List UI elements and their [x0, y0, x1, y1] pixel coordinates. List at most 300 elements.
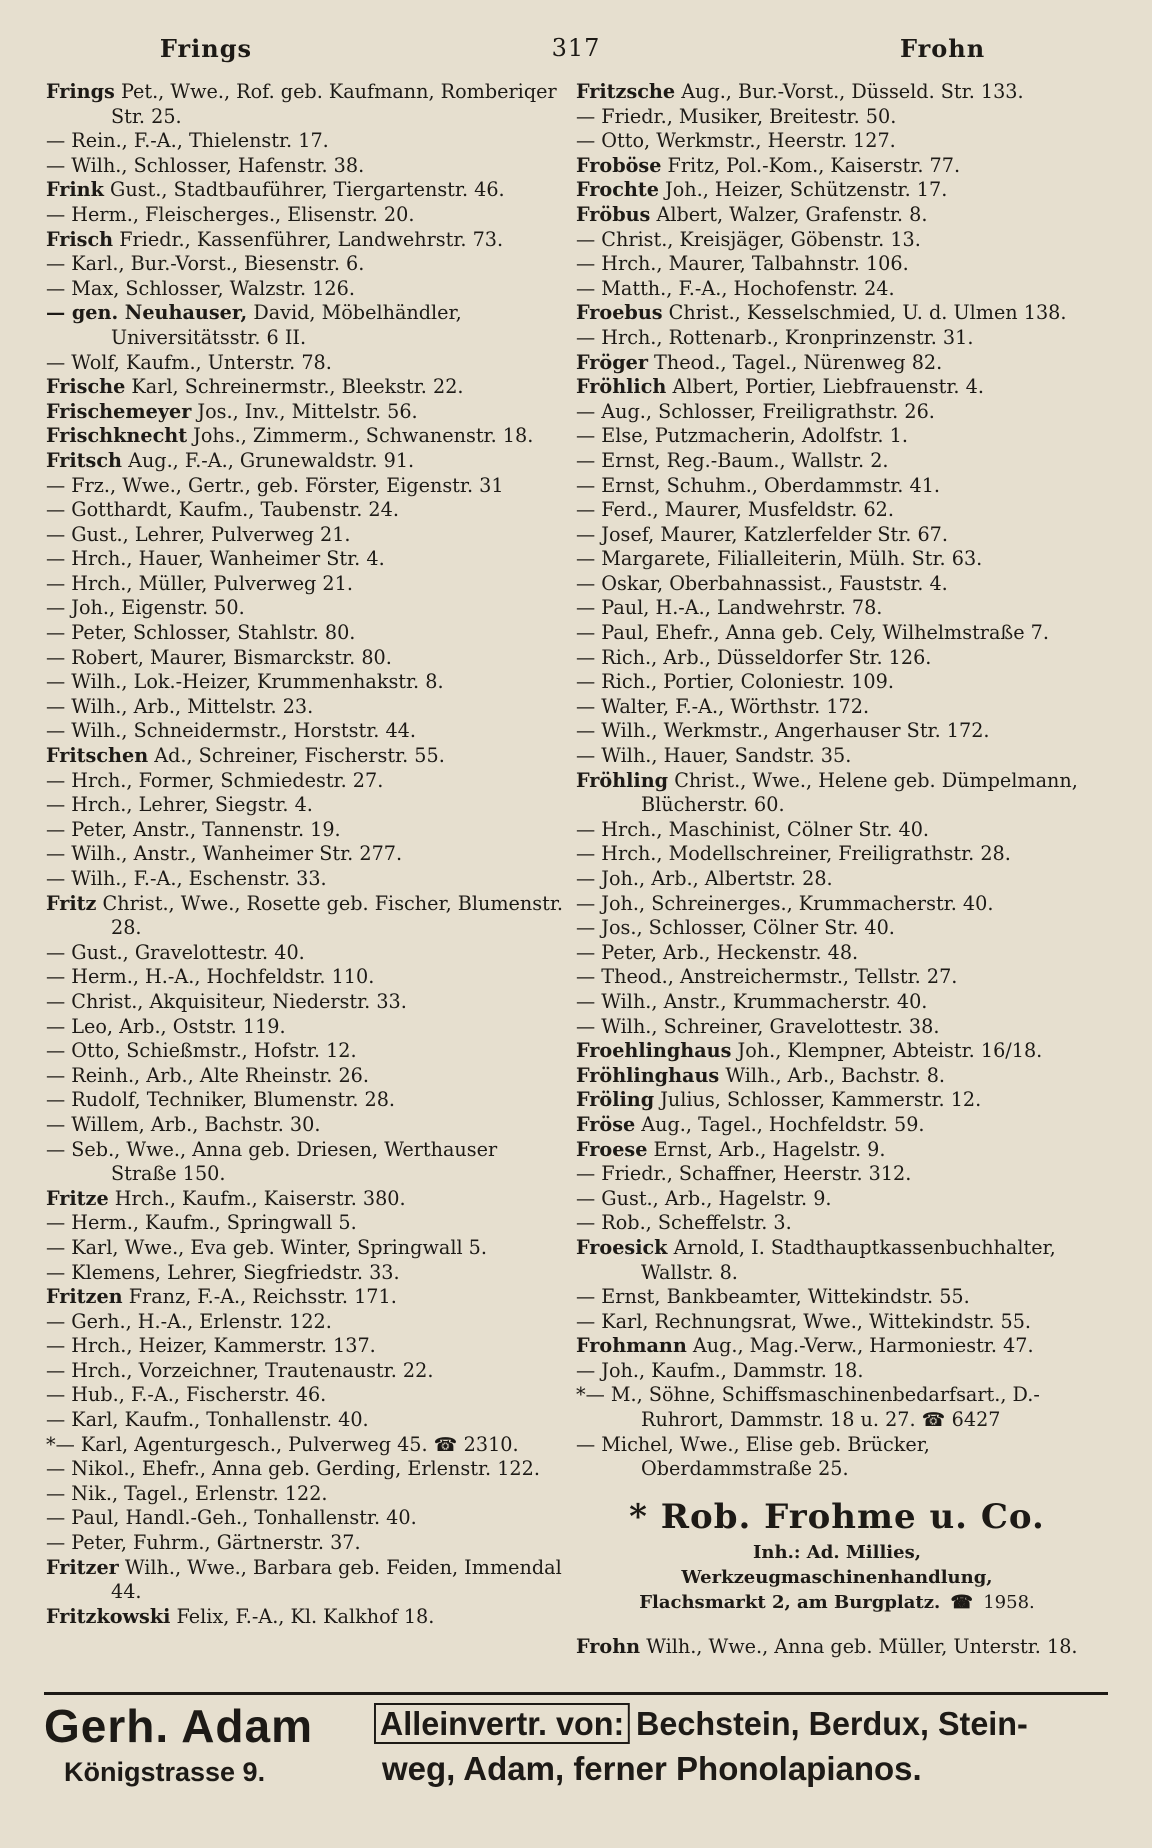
- entry-name: — Paul,: [576, 596, 650, 620]
- entry-name: — Friedr.,: [576, 104, 673, 128]
- entry-name: Frochte: [576, 178, 659, 202]
- entry-details: Arb., Alte Rheinstr. 26.: [140, 1063, 369, 1087]
- entry-name: — Gust.,: [576, 1186, 659, 1210]
- directory-entry: [46, 400, 568, 425]
- directory-entry: [576, 572, 1098, 597]
- directory-entry: [576, 719, 1098, 744]
- entry-details: Maschinist, Cölner Str. 40.: [662, 817, 930, 841]
- advertisement-box: [576, 1494, 1098, 1615]
- directory-entry: [576, 498, 1098, 523]
- entry-details: Fuhrm., Gärtnerstr. 37.: [126, 1531, 361, 1555]
- entry-name: Frohmann: [576, 1334, 687, 1358]
- directory-entry: [46, 719, 568, 744]
- entry-details: Techniker, Blumenstr. 28.: [140, 1088, 396, 1112]
- entry-details: Akquisiteur, Niederstr. 33.: [143, 989, 407, 1013]
- entry-details: Fritz, Pol.-Kom., Kaiserstr. 77.: [661, 153, 961, 177]
- entry-name: — Gust.,: [46, 940, 129, 964]
- entry-details: Putzmacherin, Adolfstr. 1.: [648, 424, 908, 448]
- directory-entry: [46, 1408, 568, 1433]
- directory-entry: [46, 621, 568, 646]
- entry-details: Hauer, Wanheimer Str. 4.: [132, 547, 385, 571]
- directory-entry: [46, 646, 568, 671]
- entry-details: Maurer, Bismarckstr. 80.: [143, 645, 392, 669]
- entry-details: Wilh., Wwe., Barbara geb. Feiden, Immendal 44.: [111, 1555, 562, 1604]
- entry-name: Fritsch: [46, 448, 122, 472]
- entry-name: — Wilh.,: [576, 719, 658, 743]
- entry-details: Theod., Tagel., Nürenweg 82.: [647, 350, 943, 374]
- directory-entry: [46, 1310, 568, 1335]
- directory-entry: [46, 965, 568, 990]
- entry-details: Heizer, Kammerstr. 137.: [132, 1334, 376, 1358]
- directory-entry: [576, 842, 1098, 867]
- entry-name: — Willem,: [46, 1112, 145, 1136]
- directory-entry: [46, 498, 568, 523]
- directory-entry: [46, 178, 568, 203]
- entry-details: F.-A., Thielenstr. 17.: [127, 129, 329, 153]
- directory-entry: [576, 400, 1098, 425]
- entry-name: Frink: [46, 178, 104, 202]
- entry-details: Kaufm., Dammstr. 18.: [645, 1358, 864, 1382]
- entry-name: Fritzkowski: [46, 1604, 171, 1628]
- entry-name: Fröger: [576, 350, 648, 374]
- ad-business: Werkzeugmaschinenhandlung,: [681, 1566, 993, 1588]
- directory-entry: [46, 252, 568, 277]
- entry-details: H.-A., Landwehrstr. 78.: [649, 596, 883, 620]
- directory-entry: [576, 375, 1098, 400]
- directory-entry: [46, 572, 568, 597]
- directory-entry: [576, 1359, 1098, 1384]
- directory-entry: [46, 596, 568, 621]
- directory-entry: [576, 1088, 1098, 1113]
- entry-name: Fröling: [576, 1088, 655, 1112]
- entry-details: Oberbahnassist., Fauststr. 4.: [663, 571, 948, 595]
- directory-entry: [576, 1383, 1098, 1432]
- header-right-keyword: Frohn: [900, 34, 986, 63]
- entry-name: Frischknecht: [46, 424, 188, 448]
- entry-name: Fritschen: [46, 744, 149, 768]
- entry-name: — Friedr.,: [576, 1162, 673, 1186]
- page-number: 317: [551, 34, 601, 62]
- entry-name: — Karl,: [46, 1235, 119, 1259]
- directory-entry: [576, 1113, 1098, 1138]
- entry-name: — Hrch.,: [46, 1334, 133, 1358]
- entry-name: — Max,: [46, 276, 120, 300]
- entry-name: Froehlinghaus: [576, 1039, 732, 1063]
- entry-name: — Wilh.,: [46, 867, 128, 890]
- directory-entry: [46, 990, 568, 1015]
- entry-details: Aug., Mag.-Verw., Harmoniestr. 47.: [686, 1334, 1034, 1358]
- directory-entry: [46, 842, 568, 867]
- entry-name: — Peter,: [46, 621, 127, 645]
- directory-entry: [46, 1211, 568, 1236]
- entry-name: — Wilh.,: [576, 989, 658, 1013]
- entry-details: Wwe., Eva geb. Winter, Springwall 5.: [118, 1235, 487, 1259]
- directory-entry: [576, 596, 1098, 621]
- directory-entry: [576, 80, 1098, 105]
- directory-entry: [576, 670, 1098, 695]
- directory-entry: [576, 277, 1098, 302]
- entry-details: Schlosser, Cölner Str. 40.: [642, 916, 895, 940]
- entry-details: Maurer, Musfeldstr. 62.: [658, 498, 894, 522]
- entry-details: Arb., Hagelstr. 9.: [658, 1186, 832, 1210]
- entry-details: Ehefr., Anna geb. Cely, Wilhelmstraße 7.: [649, 621, 1049, 645]
- directory-entry: [576, 1187, 1098, 1212]
- entry-name: — Otto,: [576, 129, 651, 153]
- directory-entry: [576, 769, 1098, 818]
- entry-name: — Otto,: [46, 1039, 121, 1063]
- entry-name: Fritzer: [46, 1555, 119, 1579]
- directory-entry: [576, 228, 1098, 253]
- entry-details: Arb., Bachstr. 30.: [144, 1112, 321, 1136]
- entry-details: Wilh., Wwe., Anna geb. Müller, Unterstr. 18.: [640, 1634, 1078, 1658]
- directory-entry: [46, 1433, 568, 1458]
- entry-details: Wwe., Anna geb. Driesen, Werthauser Straße 150.: [111, 1137, 498, 1186]
- entry-details: Joh., Heizer, Schützenstr. 17.: [658, 178, 948, 202]
- entry-details: Kaufm., Taubenstr. 24.: [172, 498, 399, 522]
- entry-name: — Rich.,: [576, 645, 658, 669]
- entry-name: — Hrch.,: [46, 1358, 133, 1382]
- directory-entry: [576, 1285, 1098, 1310]
- directory-entry: [46, 1531, 568, 1556]
- directory-entry: [576, 965, 1098, 990]
- entry-name: — Frz.,: [46, 473, 117, 497]
- entry-name: — Michel,: [576, 1432, 674, 1456]
- directory-entry: [46, 695, 568, 720]
- entry-name: — Ferd.,: [576, 498, 659, 522]
- entry-name: — Wilh.,: [46, 153, 128, 177]
- entry-details: Aug., F.-A., Grunewaldstr. 91.: [121, 448, 415, 472]
- ad-address-line: [576, 1590, 1098, 1615]
- entry-details: Aug., Bur.-Vorst., Düsseld. Str. 133.: [675, 80, 1024, 103]
- entry-name: — Hrch.,: [46, 793, 133, 817]
- ad-phone: 1958.: [983, 1591, 1035, 1613]
- entry-details: Reg.-Baum., Wallstr. 2.: [660, 448, 889, 472]
- entry-details: Ad., Schreiner, Fischerstr. 55.: [148, 744, 445, 768]
- entry-details: Gust., Stadtbauführer, Tiergartenstr. 46.: [103, 178, 505, 202]
- entry-name: — Herm.,: [46, 965, 139, 989]
- entry-name: — Wolf,: [46, 350, 120, 374]
- directory-entry: [46, 277, 568, 302]
- entry-details: F.-A., Hochofenstr. 24.: [672, 276, 895, 300]
- entry-details: Arb., Oststr. 119.: [113, 1014, 286, 1038]
- entry-name: — Wilh.,: [46, 719, 128, 743]
- directory-entry: [576, 1064, 1098, 1089]
- footer-company: Gerh. Adam: [44, 1700, 314, 1752]
- entry-details: Modellschreiner, Freiligrathstr. 28.: [662, 842, 1011, 866]
- footer-advertisement: [44, 1692, 1114, 1804]
- directory-entry: [46, 670, 568, 695]
- ad-title: * Rob. Frohme u. Co.: [629, 1496, 1045, 1537]
- entry-name: — Peter,: [46, 1531, 127, 1555]
- entry-details: Portier, Coloniestr. 109.: [657, 670, 894, 694]
- directory-entry: [576, 941, 1098, 966]
- entry-name: — Christ.,: [576, 227, 674, 251]
- entry-name: — Nikol.,: [46, 1457, 136, 1481]
- entry-details: Schlosser, Freiligrathstr. 26.: [651, 399, 935, 423]
- directory-entry: [46, 892, 568, 941]
- directory-entry: [576, 1162, 1098, 1187]
- entry-details: Anstreichermstr., Tellstr. 27.: [673, 965, 958, 989]
- entry-name: — Paul,: [46, 1506, 120, 1530]
- directory-entry: [576, 1015, 1098, 1040]
- directory-entry: [576, 990, 1098, 1015]
- entry-name: — Hub.,: [46, 1383, 125, 1407]
- entry-name: — Gerh.,: [46, 1309, 132, 1333]
- entry-name: Frohn: [576, 1634, 641, 1658]
- entry-name: — Wilh.,: [576, 744, 658, 768]
- entry-name: Frings: [46, 80, 115, 103]
- right-entries: [576, 80, 1098, 1482]
- entry-name: — Rich.,: [576, 670, 658, 694]
- directory-entry: [46, 1506, 568, 1531]
- entry-name: — Gotthardt,: [46, 498, 173, 522]
- entry-details: Kaufm., Unterstr. 78.: [119, 350, 332, 374]
- entry-details: Anstr., Wanheimer Str. 277.: [127, 842, 403, 866]
- entry-name: Fritzsche: [576, 80, 676, 103]
- entry-details: Maurer, Katzlerfelder Str. 67.: [654, 522, 948, 546]
- entry-details: Eigenstr. 50.: [115, 596, 245, 620]
- directory-entry: [576, 1039, 1098, 1064]
- entry-details: Handl.-Geh., Tonhallenstr. 40.: [119, 1506, 417, 1530]
- entry-details: F.-A., Fischerstr. 46.: [124, 1383, 327, 1407]
- directory-entry: [46, 375, 568, 400]
- directory-entry: [576, 1138, 1098, 1163]
- directory-entry: [46, 1113, 568, 1138]
- directory-entry: [46, 1039, 568, 1064]
- entry-name: — gen. Neuhauser,: [46, 301, 248, 325]
- entry-details: Jos., Inv., Mittelstr. 56.: [191, 399, 418, 423]
- entry-details: Anstr., Tannenstr. 19.: [126, 817, 341, 841]
- entry-name: — Hrch.,: [576, 252, 663, 276]
- directory-entry: [46, 301, 568, 350]
- entry-details: Wilh., Arb., Bachstr. 8.: [719, 1063, 946, 1087]
- footer-rule: [44, 1692, 1108, 1695]
- entry-details: Felix, F.-A., Kl. Kalkhof 18.: [170, 1604, 435, 1628]
- entry-details: Vorzeichner, Trautenaustr. 22.: [132, 1358, 434, 1382]
- entry-details: Hauer, Sandstr. 35.: [657, 744, 852, 768]
- entry-name: *— Karl,: [46, 1432, 129, 1456]
- entry-name: — Gust.,: [46, 522, 129, 546]
- entry-name: — Karl,: [576, 1309, 649, 1333]
- entry-details: F.-A., Wörthstr. 172.: [669, 694, 870, 718]
- entry-details: Lehrer, Siegfriedstr. 33.: [160, 1260, 400, 1284]
- directory-entry: [576, 203, 1098, 228]
- entry-details: Schießmstr., Hofstr. 12.: [120, 1039, 357, 1063]
- entry-name: — Jos.,: [576, 916, 643, 940]
- directory-entry: [576, 892, 1098, 917]
- entry-details: Christ., Wwe., Rosette geb. Fischer, Blumenstr. 28.: [96, 891, 563, 940]
- directory-entry: [46, 1334, 568, 1359]
- entry-details: Arb., Mittelstr. 23.: [127, 694, 314, 718]
- directory-entry: [576, 547, 1098, 572]
- entry-name: — Hrch.,: [576, 817, 663, 841]
- directory-entry: [46, 818, 568, 843]
- entry-details: Christ., Kesselschmied, U. d. Ulmen 138.: [662, 301, 1067, 325]
- entry-name: — Herm.,: [46, 1211, 139, 1235]
- entry-details: Lehrer, Siegstr. 4.: [132, 793, 313, 817]
- entry-name: — Oskar,: [576, 571, 664, 595]
- directory-entry: [576, 1310, 1098, 1335]
- entry-details: Müller, Pulverweg 21.: [132, 571, 353, 595]
- directory-entry: [576, 105, 1098, 130]
- directory-entry: [46, 80, 568, 129]
- entry-name: Froebus: [576, 301, 663, 325]
- entry-details: Schlosser, Walzstr. 126.: [119, 276, 355, 300]
- entry-name: Fröhlich: [576, 375, 667, 399]
- entry-name: — Christ.,: [46, 989, 144, 1013]
- entry-name: — Else,: [576, 424, 649, 448]
- directory-entry: [576, 424, 1098, 449]
- directory-entry: [576, 301, 1098, 326]
- entry-details: Tagel., Erlenstr. 122.: [118, 1481, 328, 1505]
- directory-entry: [576, 474, 1098, 499]
- entry-name: Fröhlinghaus: [576, 1063, 720, 1087]
- entry-details: Julius, Schlosser, Kammerstr. 12.: [654, 1088, 982, 1112]
- entry-name: — Josef,: [576, 522, 655, 546]
- entry-details: Musiker, Breitestr. 50.: [672, 104, 897, 128]
- directory-entry: [576, 1433, 1098, 1482]
- phone-icon: ☎: [950, 1591, 973, 1613]
- entry-details: Franz, F.-A., Reichsstr. 171.: [122, 1285, 397, 1309]
- ad-owner: Inh.: Ad. Millies,: [753, 1541, 921, 1563]
- footer-address: Königstrasse 9.: [64, 1757, 266, 1787]
- entry-details: David, Möbelhändler, Universitätsstr. 6 II.: [111, 301, 462, 349]
- directory-entry: [46, 1088, 568, 1113]
- entry-details: Lok.-Heizer, Krummenhakstr. 8.: [127, 670, 444, 694]
- entry-details: Albert, Walzer, Grafenstr. 8.: [650, 202, 928, 226]
- right-column: [576, 80, 1098, 1659]
- entry-name: Fritz: [46, 891, 97, 915]
- entry-name: — Herm.,: [46, 202, 139, 226]
- directory-entry: [46, 1285, 568, 1310]
- entry-details: Lehrer, Pulverweg 21.: [128, 522, 351, 546]
- entry-name: — Seb.,: [46, 1137, 121, 1161]
- directory-entry: [46, 351, 568, 376]
- entry-name: — Hrch.,: [576, 842, 663, 866]
- directory-entry: [576, 867, 1098, 892]
- entry-details: Ernst, Arb., Hagelstr. 9.: [647, 1137, 886, 1161]
- entry-name: — Wilh.,: [46, 670, 128, 694]
- directory-entry: [46, 1187, 568, 1212]
- directory-entry: [46, 744, 568, 769]
- directory-entry: [46, 1236, 568, 1261]
- entry-details: Scheffelstr. 3.: [651, 1211, 792, 1235]
- entry-name: — Wilh.,: [46, 842, 128, 866]
- directory-entry: [46, 1383, 568, 1408]
- directory-entry: [46, 1457, 568, 1482]
- entry-details: Schaffner, Heerstr. 312.: [672, 1162, 912, 1186]
- directory-entry: [576, 621, 1098, 646]
- footer-line1: [374, 1702, 1099, 1746]
- directory-entry: [46, 1359, 568, 1384]
- entry-details: Wwe., Gertr., geb. Förster, Eigenstr. 31: [116, 473, 504, 497]
- entry-name: — Rein.,: [46, 129, 128, 153]
- entry-name: — Walter,: [576, 694, 670, 718]
- entry-details: F.-A., Eschenstr. 33.: [127, 867, 327, 890]
- entry-details: Gravelottestr. 40.: [128, 940, 305, 964]
- entry-details: Maurer, Talbahnstr. 106.: [662, 252, 909, 276]
- directory-entry: [46, 793, 568, 818]
- directory-entry: [576, 252, 1098, 277]
- entry-name: — Joh.,: [576, 891, 646, 915]
- entry-name: — Ernst,: [576, 448, 661, 472]
- directory-entry: [46, 1064, 568, 1089]
- directory-entry: [576, 129, 1098, 154]
- ad-address: Flachsmarkt 2, am Burgplatz.: [639, 1591, 941, 1613]
- directory-entry: [46, 424, 568, 449]
- entry-name: — Aug.,: [576, 399, 652, 423]
- directory-entry: [46, 769, 568, 794]
- entry-name: — Karl,: [46, 1408, 119, 1432]
- entry-details: Agenturgesch., Pulverweg 45. ☎ 2310.: [128, 1432, 519, 1456]
- entry-name: — Klemens,: [46, 1260, 161, 1284]
- entry-name: Fröbus: [576, 202, 651, 226]
- directory-entry: [46, 154, 568, 179]
- entry-name: — Rob.,: [576, 1211, 652, 1235]
- entry-name: — Joh.,: [576, 867, 646, 890]
- entry-name: — Ernst,: [576, 1285, 661, 1309]
- entry-name: — Robert,: [46, 645, 144, 669]
- directory-entry: [46, 1605, 568, 1630]
- page-header: [52, 34, 1100, 74]
- entry-name: — Nik.,: [46, 1481, 119, 1505]
- directory-entry: [46, 129, 568, 154]
- entry-details: Joh., Klempner, Abteistr. 16/18.: [731, 1039, 1043, 1063]
- entry-name: — Matth.,: [576, 276, 673, 300]
- directory-entry: [576, 1334, 1098, 1359]
- entry-details: Friedr., Kassenführer, Landwehrstr. 73.: [113, 227, 504, 251]
- entry-name: — Hrch.,: [46, 768, 133, 792]
- entry-details: Anstr., Krummacherstr. 40.: [657, 989, 928, 1013]
- directory-entry: [576, 326, 1098, 351]
- entry-details: Arb., Albertstr. 28.: [645, 867, 833, 890]
- entry-name: — Joh.,: [46, 596, 116, 620]
- directory-entry: [46, 203, 568, 228]
- directory-entry: [576, 818, 1098, 843]
- directory-entry: [576, 1211, 1098, 1236]
- entry-name: — Wilh.,: [46, 694, 128, 718]
- directory-entry: [46, 1482, 568, 1507]
- directory-entry: [576, 1236, 1098, 1285]
- entry-name: Frisch: [46, 227, 114, 251]
- directory-entry: [46, 523, 568, 548]
- directory-entry: [46, 1556, 568, 1605]
- directory-entry: [576, 154, 1098, 179]
- entry-name: — Leo,: [46, 1014, 114, 1038]
- entry-details: Wwe., Elise geb. Brücker, Oberdammstraße 25.: [641, 1432, 930, 1481]
- directory-entry: [46, 228, 568, 253]
- entry-details: Schneidermstr., Horststr. 44.: [127, 719, 416, 743]
- entry-details: Schuhm., Oberdammstr. 41.: [660, 473, 941, 497]
- entry-details: Aug., Tagel., Hochfeldstr. 59.: [635, 1112, 925, 1136]
- footer-prefix: Alleinvertr. von:: [374, 1703, 630, 1744]
- entry-name: Froese: [576, 1137, 648, 1161]
- entry-details: Arb., Heckenstr. 48.: [656, 940, 859, 964]
- entry-details: Kaufm., Springwall 5.: [138, 1211, 357, 1235]
- entry-name: — Theod.,: [576, 965, 674, 989]
- entry-name: — Reinh.,: [46, 1063, 141, 1087]
- directory-entry: [46, 867, 568, 892]
- footer-brands: Bechstein, Berdux, Stein-: [636, 1705, 1028, 1742]
- header-left-keyword: Frings: [159, 34, 252, 63]
- directory-entry: [576, 523, 1098, 548]
- directory-entry: [576, 178, 1098, 203]
- entry-name: Froesick: [576, 1235, 668, 1259]
- entry-name: Fritze: [46, 1186, 109, 1210]
- directory-entry: [576, 449, 1098, 474]
- entry-details: Werkmstr., Heerstr. 127.: [650, 129, 896, 153]
- entry-details: Former, Schmiedestr. 27.: [132, 768, 384, 792]
